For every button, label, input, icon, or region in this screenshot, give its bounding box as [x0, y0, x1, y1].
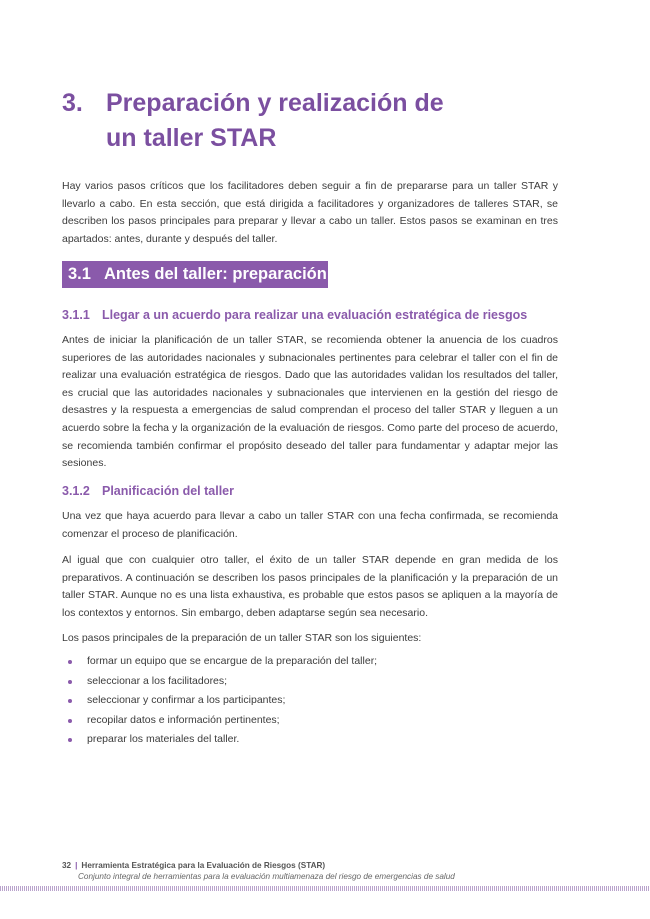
subsection-title: Llegar a un acuerdo para realizar una evaluación estratégica de riesgos: [102, 308, 528, 322]
chapter-title-line1: Preparación y realización de: [106, 89, 444, 117]
chapter-heading: [62, 86, 582, 156]
subsection-311-paragraph: Antes de iniciar la planificación de un taller STAR, se recomienda obtener la anuencia de los cuadros superiores de las autoridades nacionales y subnacionales pertinentes para celebrar el taller con el fin de realizar una evaluación estratégica de riesgos. Dado que las autoridades validan los resultados del taller, es crucial que las autoridades nacionales y subnacionales que intervienen en la gestión del riesgo de desastres y la respuesta a emergencias de salud comprendan el proceso del taller STAR y lleguen a un acuerdo sobre la fecha y la organización de la evaluación de riesgos. Como parte del proceso de acuerdo, se recomienda también confirmar el propósito deseado del taller para fundamentar y adaptar mejor las sesiones.: [62, 334, 558, 470]
page-footer: [62, 860, 602, 882]
bullet-icon: [68, 680, 72, 684]
page-number: 32: [62, 861, 72, 870]
bullet-icon: [68, 738, 72, 742]
subsection-heading-311: [62, 307, 527, 323]
subsection-312-paragraph-3: Los pasos principales de la preparación de un taller STAR son los siguientes:: [62, 632, 422, 644]
subsection-heading-312: [62, 483, 234, 499]
section-title: Antes del taller: preparación: [104, 265, 327, 283]
intro-paragraph: Hay varios pasos críticos que los facilitadores deben seguir a fin de prepararse para un taller STAR y llevarlo a cabo. En esta sección, que está dirigida a facilitadores y organizadores de talleres STAR, se describen los pasos principales para preparar y llevar a cabo un taller. Estos pasos se examinan en tres apartados: antes, durante y después del taller.: [62, 180, 558, 245]
footer-rule: [0, 886, 650, 891]
subsection-title: Planificación del taller: [102, 484, 234, 498]
bullet-icon: [68, 660, 72, 664]
list-item: seleccionar y confirmar a los participantes;: [62, 691, 377, 711]
list-item: recopilar datos e información pertinentes;: [62, 711, 377, 731]
footer-subtitle: Conjunto integral de herramientas para la evaluación multiamenaza del riesgo de emergencias de salud: [78, 872, 455, 881]
footer-separator: |: [75, 861, 78, 870]
footer-title: Herramienta Estratégica para la Evaluación de Riesgos (STAR): [81, 861, 326, 870]
list-item: preparar los materiales del taller.: [62, 730, 377, 750]
section-heading-bar: [62, 261, 328, 288]
chapter-number: 3.: [62, 89, 83, 117]
subsection-number: 3.1.1: [62, 308, 90, 322]
bullet-icon: [68, 719, 72, 723]
list-item: formar un equipo que se encargue de la preparación del taller;: [62, 652, 377, 672]
subsection-312-paragraph-1: Una vez que haya acuerdo para llevar a cabo un taller STAR con una fecha confirmada, se recomienda comenzar el proceso de planificación.: [62, 510, 558, 540]
chapter-title-line2: un taller STAR: [106, 124, 277, 152]
subsection-312-paragraph-2: Al igual que con cualquier otro taller, el éxito de un taller STAR depende en gran medida de los preparativos. A continuación se describen los pasos principales de la planificación y la preparación de un taller STAR. Aunque no es una lista exhaustiva, es probable que estos pasos se apliquen a la mayoría de los contextos y entornos. Sin embargo, deben adaptarse según sea necesario.: [62, 554, 558, 619]
preparation-steps-list: [62, 652, 377, 750]
list-item: seleccionar a los facilitadores;: [62, 672, 377, 692]
section-number: 3.1: [68, 265, 91, 283]
subsection-number: 3.1.2: [62, 484, 90, 498]
bullet-icon: [68, 699, 72, 703]
